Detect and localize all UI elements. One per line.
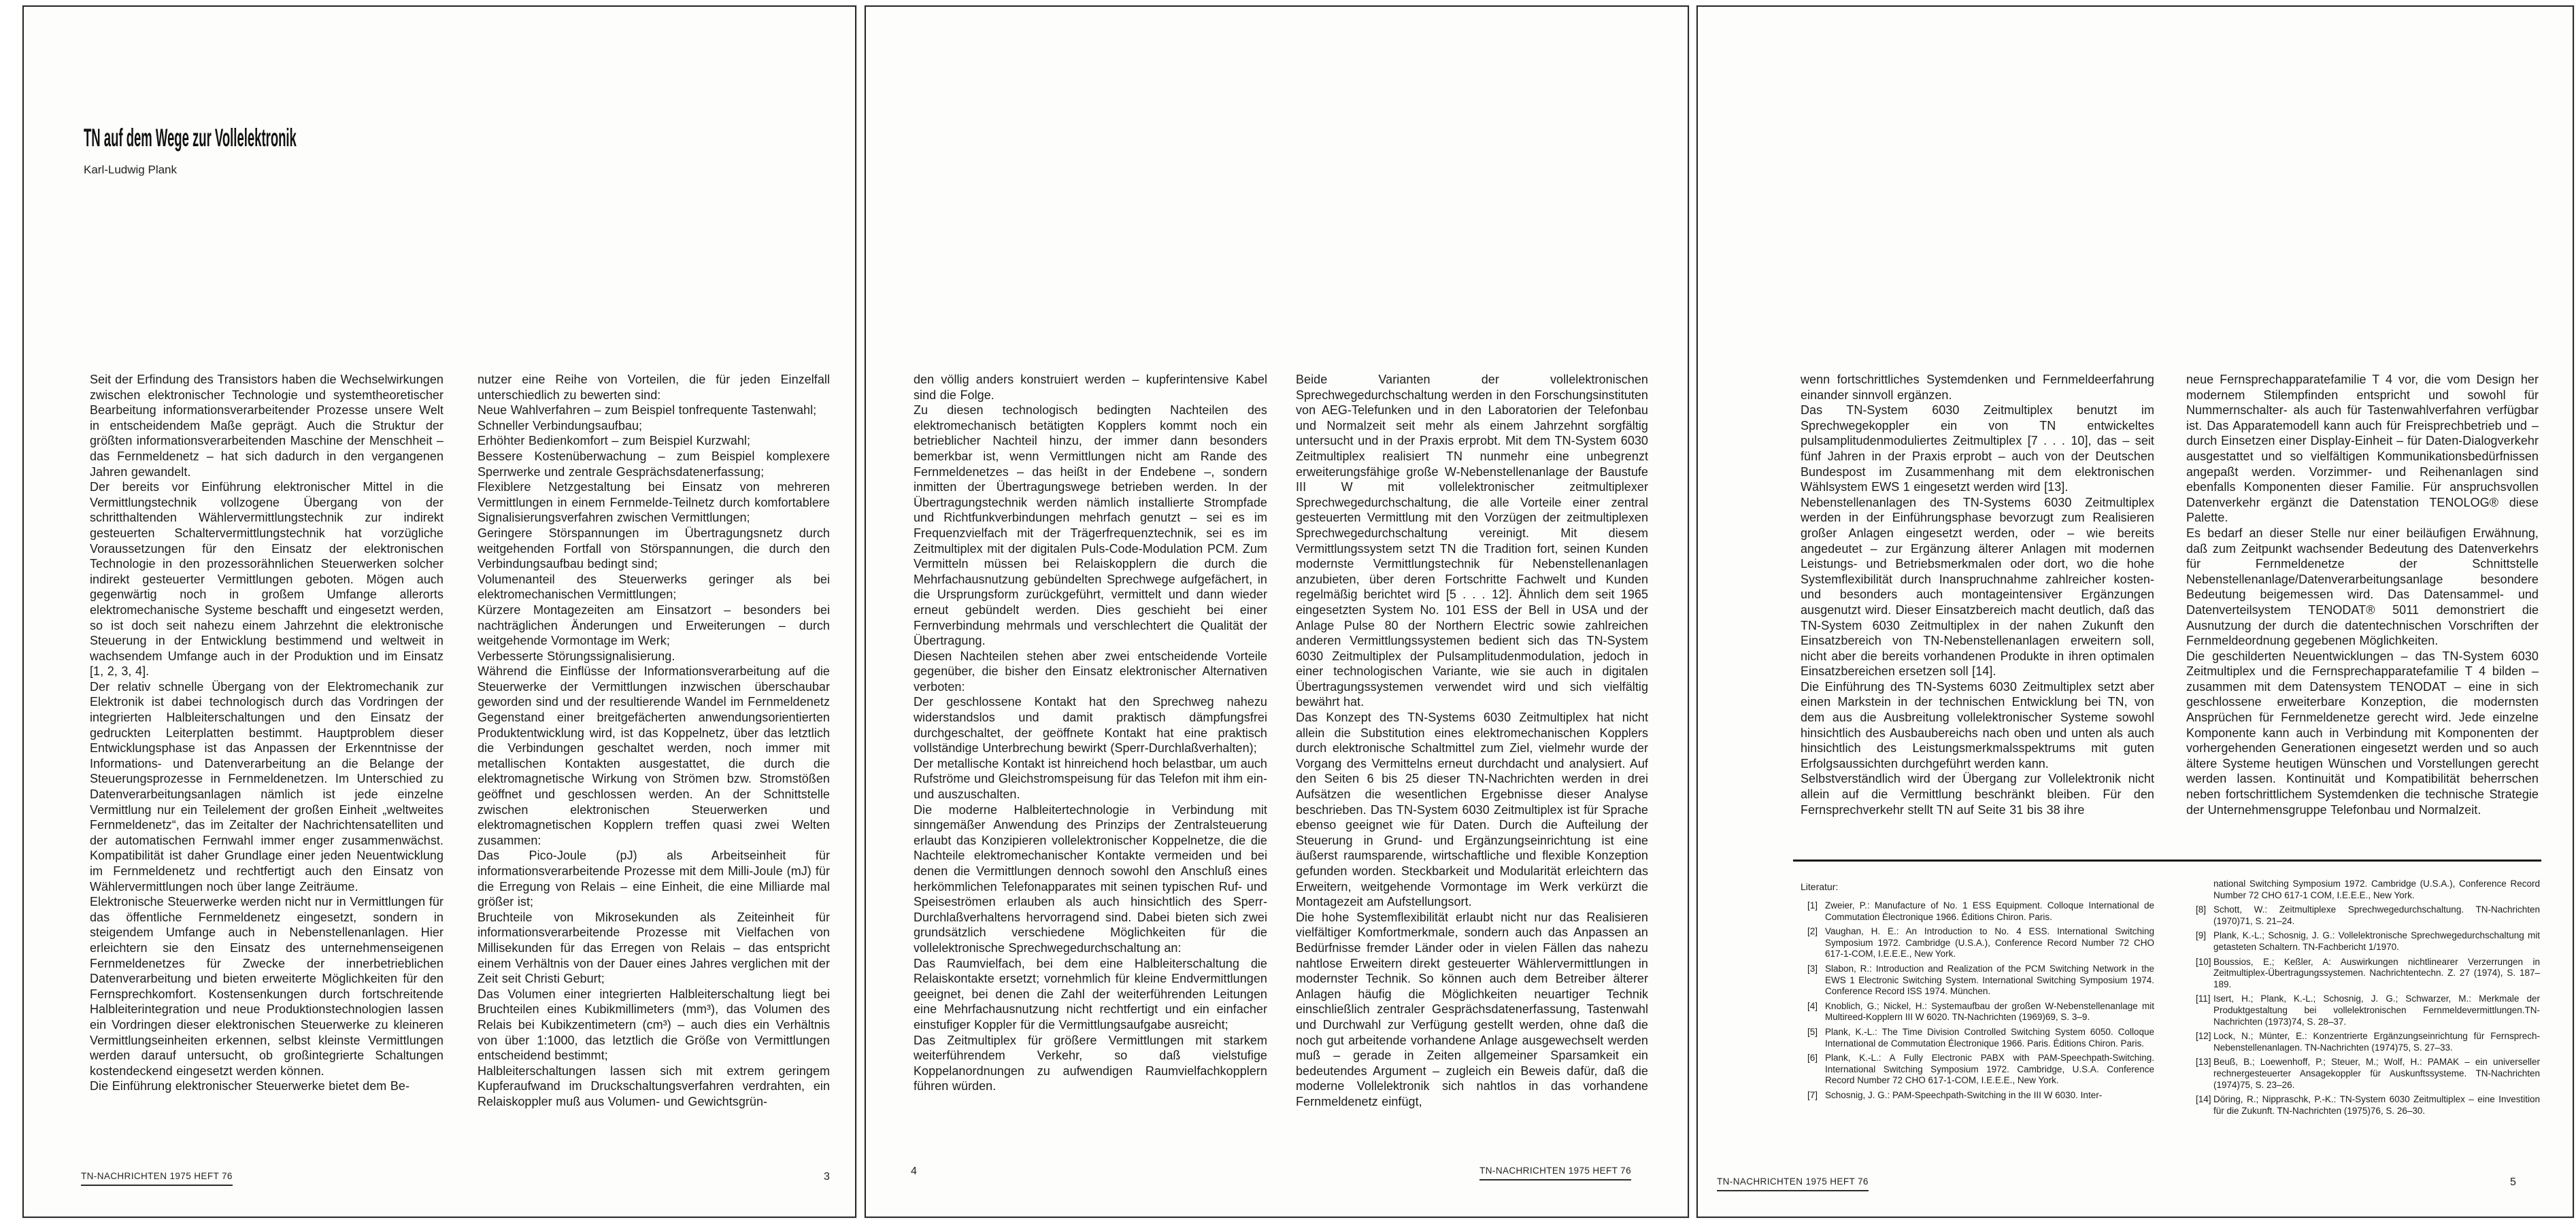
reference-item — [2189, 957, 2540, 991]
reference-text: national Switching Symposium 1972. Cambridge (U.S.A.), Conference Record Number 72 CHO 617-1 COM, I.E.E.E., New York. — [2213, 879, 2540, 900]
paragraph: Die moderne Halbleitertechnologie in Verbindung mit sinngemäßer Anwendung des Prinzips der Zentralsteuerung erlaubt das Konzipieren vollelektronischer Koppelnetze, die die Nachteile elektromechanischer Kontakte vermeiden und bei denen die Vermittlungen dennoch sowohl den Anschluß eines herkömmlichen Telefonapparates mit seinen typischen Ruf- und Speiseströmen erlauben als auch hinsichtlich des Sperr-Durchlaßverhaltens hervorragend sind. Dabei bieten sich zwei grundsätzlich verschiedene Möglichkeiten für die vollelektronische Sprechwegedurchschaltung an: — [914, 802, 1267, 955]
reference-number: [7] — [1807, 1089, 1818, 1100]
journal-footer: TN-NACHRICHTEN 1975 HEFT 76 — [1717, 1176, 1869, 1191]
paragraph: Das Volumen einer integrierten Halbleiterschaltung liegt bei Bruchteilen eines Kubikmillimeters (mm³), das Volumen des Relais bei Kubikzentimetern (cm³) – auch dies ein Verhältnis von über 1:1000, das letztlich die Größe von Vermittlungen entscheidend bestimmt; — [478, 987, 830, 1063]
paragraph: neue Fernsprechapparatefamilie T 4 vor, die vom Design her modernem Stilempfinden entspricht und sowohl für Nummernschalter- als auch für Tastenwahlverfahren verfügbar ist. Das Apparatemodell kann auch für Freisprechbetrieb und – durch Einsetzen einer Display-Einheit – für Daten-Dialogverkehr ausgestattet und so vielfältigen Kommunikationsbedürfnissen angepaßt werden. Vorzimmer- und Reihenanlagen sind ebenfalls Komponenten dieser Familie. Für anspruchsvollen Datenverkehr ergänzt die Datenstation TENOLOG® diese Palette. — [2186, 373, 2539, 525]
reference-item — [2189, 879, 2540, 901]
paragraph: Die Einführung elektronischer Steuerwerke bietet dem Be- — [90, 1079, 410, 1093]
scanned-page-right — [1696, 5, 2574, 1218]
paragraph: Während die Einflüsse der Informationsverarbeitung auf die Steuerwerke der Vermittlungen inzwischen überschaubar geworden sind und der resultierende Wandel im Fernmeldenetz Gegenstand einer breitgefächerten anwendungsorientierten Produktentwicklung wird, ist das Koppelnetz, über das letztlich die Verbindungen geschaltet werden, noch immer mit metallischen Kontakten ausgestattet, die durch die elektromagnetische Wirkung von Strömen bzw. Stromstößen geöffnet und geschlossen werden. An der Schnittstelle zwischen elektronischen Steuerwerken und elektromagnetischen Kopplern treffen quasi zwei Welten zusammen: — [478, 664, 830, 847]
journal-footer: TN-NACHRICHTEN 1975 HEFT 76 — [1479, 1166, 1631, 1180]
page-number: 5 — [2510, 1176, 2516, 1188]
paragraph: Zu diesen technologisch bedingten Nachteilen des elektromechanisch betätigten Kopplers kommt noch ein betrieblicher Nachteil hinzu, der immer dann besonders bemerkbar ist, wenn Vermittlungen nicht am Rande des Fernmeldenetzes – das heißt in der Endebene –, sondern inmitten der Übertragungswege betrieben werden. In der Übertragungstechnik werden nämlich installierte Strompfade und Richtfunkverbindungen mehrfach genutzt – sei es im Frequenzvielfach mit der Trägerfrequenztechnik, sei es im Zeitmultiplex mit der digitalen Puls-Code-Modulation PCM. Zum Vermitteln müssen bei Relaiskopplern die durch die Mehrfachausnutzung gebündelten Sprechwege aufgefächert, in die Ursprungsform zurückgeführt, vermittelt und dann wieder erneut gebündelt werden. Dies geschieht bei einer Fernverbindung mehrmals und verschlechtert die Qualität der Übertragung. — [914, 403, 1267, 648]
reference-text: Plank, K.-L.: The Time Division Controlled Switching System 6050. Colloque International de Commutation Électronique 1966. Paris. Éditions Chiron. Paris. — [1825, 1026, 2154, 1049]
reference-number: [14] — [2196, 1094, 2211, 1105]
scanned-page-left — [22, 5, 856, 1218]
paragraph: nutzer eine Reihe von Vorteilen, die für jeden Einzelfall unterschiedlich zu bewerten sind: — [478, 373, 830, 402]
literature-divider-rule — [1793, 860, 2541, 862]
reference-text: Boussios, E.; Keßler, A: Auswirkungen nichtlinearer Verzerrungen in Zeitmultiplex-Übertragungssystemen. Nachrichtentechn. Z. 27 (1974), S. 187–189. — [2213, 956, 2540, 989]
paragraph: Der relativ schnelle Übergang von der Elektromechanik zur Elektronik ist dabei technologisch durch das Vordringen der integrierten Halbleiterschaltungen und den Einsatz der gedruckten Leiterplatten bestimmt. Hauptproblem dieser Entwicklungsphase ist das Anpassen der Erkenntnisse der Informations- und Datenverarbeitung an die Belange der Steuerungsprozesse in Fernmeldenetzen. Im Unterschied zu Datenverarbeitungsanlagen nämlich ist jede einzelne Vermittlung nur ein Teilelement der großen Einheit „weltweites Fernmeldenetz“, das im Zeitalter der Nachrichtensatelliten und der automatischen Fernwahl immer enger zusammenwächst. Kompatibilität ist daher Grundlage einer jeden Neuentwicklung im Fernmeldenetz und rechtfertigt auch den Einsatz von Wählervermittlungen noch über lange Zeiträume. — [90, 679, 444, 894]
paragraph: Diesen Nachteilen stehen aber zwei entscheidende Vorteile gegenüber, die bisher den Einsatz elektronischer Alternativen verboten: — [914, 649, 1267, 694]
reference-text: Slabon, R.: Introduction and Realization of the PCM Switching Network in the EWS 1 Electronic Switching System. International Switching Symposium 1974. Conference Record ISS 1974. München. — [1825, 963, 2154, 997]
reference-text: Isert, H.; Plank, K.-L.; Schosnig, J. G.; Schwarzer, M.: Merkmale der Produktgestaltung bei vollelektronischen Fernmeldevermittlungen.TN-Nachrichten (1973)74, S. 28–37. — [2213, 993, 2540, 1027]
reference-number: [6] — [1807, 1053, 1818, 1064]
scanned-page-middle — [865, 5, 1689, 1218]
paragraph: Schneller Verbindungsaufbau; — [478, 418, 643, 432]
reference-item — [1801, 1090, 2154, 1102]
paragraph: Selbstverständlich wird der Übergang zur Vollelektronik nicht allein auf die Vermittlung beschränkt bleiben. Für den Fernsprechverkehr stellt TN auf Seite 31 bis 38 ihre — [1801, 772, 2154, 817]
reference-text: Vaughan, H. E.: An Introduction to No. 4 ESS. International Switching Symposium 1972. Cambridge (U.S.A.), Conference Record Number 72 CHO 617-1-COM, I.E.E.E., New York. — [1825, 926, 2154, 959]
text-column — [90, 372, 444, 1135]
reference-number: [10] — [2196, 956, 2211, 967]
paragraph: Beide Varianten der vollelektronischen Sprechwegedurchschaltung werden in den Forschungsinstituten von AEG-Telefunken und in den Laboratorien der Telefonbau und Normalzeit seit mehr als einem Jahrzehnt sorgfältig untersucht und in der Praxis erprobt. Mit dem TN-System 6030 Zeitmultiplex realisiert TN nunmehr eine unbegrenzt erweiterungsfähige große W-Nebenstellenanlage der Baustufe III W mit vollelektronischer zeitmultiplexer Sprechwegedurchschaltung, die alle Vorteile einer zentral gesteuerten Vermittlung mit den Vorzügen der zeitmultiplexen Sprechwegedurchschaltung vereinigt. Mit diesem Vermittlungssystem setzt TN die Tradition fort, seinen Kunden modernste Vermittlungstechnik für Nebenstellenanlagen anzubieten, über deren Fortschritte Fachwelt und Kunden regelmäßig berichtet wird [5 . . . 12]. Ähnlich dem seit 1965 eingesetzten System No. 101 ESS der Bell in USA und der Anlage Pulse 80 der Northern Electric sowie zahlreichen anderen Vermittlungssystemen bedient sich das TN-System 6030 Zeitmultiplex der Pulsamplitudenmodulation, jedoch in einer technologischen Variante, wie sie auch in digitalen Übertragungssystemen verwendet wird und sich vielfältig bewährt hat. — [1296, 373, 1648, 709]
paragraph: Bruchteile von Mikrosekunden als Zeiteinheit für informationsverarbeitende Prozesse mit Vielfachen von Millisekunden für das Erregen von Relais – das entspricht einem Verhältnis von der Dauer eines Jahres verglichen mit der Zeit seit Christi Geburt; — [478, 910, 830, 986]
reference-item — [1801, 1053, 2154, 1087]
reference-text: Lock, N.; Münter, E.: Konzentrierte Ergänzungseinrichtung für Fernsprech-Nebenstellenanlagen. TN-Nachrichten (1974)75, S. 27–33. — [2213, 1031, 2540, 1053]
reference-number: [4] — [1807, 1000, 1818, 1011]
paragraph: Erhöhter Bedienkomfort – zum Beispiel Kurzwahl; — [478, 434, 751, 448]
reference-item — [2189, 930, 2540, 953]
reference-text: Plank, K.-L.; Schosnig, J. G.: Vollelektronische Sprechwegedurchschaltung mit getasteten Schaltern. TN-Fachbericht 1/1970. — [2213, 930, 2540, 952]
paragraph: Das Zeitmultiplex für größere Vermittlungen mit starkem weiterführendem Verkehr, so daß vielstufige Koppelanordnungen zu aufwendigen Raumvielfachkopplern führen würden. — [914, 1033, 1267, 1093]
article-author: Karl-Ludwig Plank — [84, 163, 178, 176]
paragraph: Der metallische Kontakt ist hinreichend hoch belastbar, um auch Rufströme und Gleichstromspeisung für das Telefon mit ihm ein- und auszuschalten. — [914, 756, 1267, 802]
paragraph: Elektronische Steuerwerke werden nicht nur in Vermittlungen für das öffentliche Fernmeldenetz eingesetzt, sondern in steigendem Umfange auch in Nebenstellenanlagen. Hier erleichtern sie den Einsatz des unternehmenseigenen Fernmeldenetzes für Zwecke der innerbetrieblichen Datenverarbeitung und bieten erweiterte Möglichkeiten für den Fernsprechkomfort. Kostensenkungen durch fortschreitende Halbleiterintegration und neue Produktionstechnologien lassen ein Vordringen dieser elektronischen Steuerwerke zu kleineren Vermittlungseinheiten erkennen, selbst kleinste Vermittlungen werden darauf untersucht, ob großintegrierte Schaltungen kostendeckend eingesetzt werden können. — [90, 895, 444, 1078]
paragraph: Geringere Störspannungen im Übertragungsnetz durch weitgehenden Fortfall von Störspannungen, die durch den Verbindungsaufbau bedingt sind; — [478, 526, 830, 571]
paragraph: Flexiblere Netzgestaltung bei Einsatz von mehreren Vermittlungen in einem Fernmelde-Teilnetz durch komfortablere Signalisierungsverfahren zwischen Vermittlungen; — [478, 480, 830, 525]
text-column — [914, 372, 1267, 1135]
reference-item — [1801, 926, 2154, 960]
reference-item — [1801, 964, 2154, 998]
reference-number: [5] — [1807, 1026, 1818, 1037]
reference-item — [1801, 1001, 2154, 1023]
reference-number: [2] — [1807, 926, 1818, 937]
reference-number: [3] — [1807, 963, 1818, 974]
reference-number: [12] — [2196, 1031, 2211, 1042]
paragraph: Die hohe Systemflexibilität erlaubt nicht nur das Realisieren vielfältiger Komfortmerkmale, sondern auch das Anpassen an Bedürfnisse fremder Länder oder in vielen Fällen das nahezu nahtlose Erweitern direkt gesteuerter Wählervermittlungen in modernster Technik. So können auch dem Betreiber älterer Anlagen häufig die Möglichkeiten neuartiger Technik einschließlich zentraler Gesprächsdatenerfassung, Tastenwahl und Durchwahl zur Verfügung gestellt werden, ohne daß die noch gut arbeitende vorhandene Anlage ausgewechselt werden muß – gerade in Zeiten allgemeiner Sparsamkeit ein bedeutendes Argument – zugleich ein Beweis dafür, daß die moderne Vollelektronik sich nahtlos in das vorhandene Fernmeldenetz einfügt, — [1296, 910, 1648, 1108]
paragraph: Halbleiterschaltungen lassen sich mit extrem geringem Kupferaufwand im Druckschaltungsverfahren verdrahten, ein Relaiskoppler muß aus Volumen- und Gewichtsgrün- — [478, 1064, 830, 1108]
paragraph: Die geschilderten Neuentwicklungen – das TN-System 6030 Zeitmultiplex und die Fernsprechapparatefamilie T 4 bilden – zusammen mit dem Datensystem TENODAT – eine in sich geschlossene erweiterbare Konzeption, die modernsten Ansprüchen für Fernmeldenetze gerecht wird. Jede einzelne Komponente kann auch in Verbindung mit Komponenten der vorhergehenden Generationen eingesetzt werden und so auch ältere Systeme heutigen Wünschen und Vorstellungen gerecht werden lassen. Kontinuität und Kompatibilität beherrschen neben fortschrittlichem Systemdenken die technische Strategie der Unternehmensgruppe Telefonbau und Normalzeit. — [2186, 649, 2539, 817]
reference-number: [9] — [2196, 930, 2207, 941]
reference-number: [13] — [2196, 1057, 2211, 1068]
text-column — [1296, 372, 1648, 1135]
paragraph: Das Raumvielfach, bei dem eine Halbleiterschaltung die Relaiskontakte ersetzt; vornehmlich für kleine Endvermittlungen geeignet, bei denen die Zahl der weiterführenden Leitungen eine Mehrfachausnutzung nicht rechtfertigt und ein einfacher einstufiger Koppler für die Vermittlungsaufgabe ausreicht; — [914, 956, 1267, 1032]
text-column — [478, 372, 830, 1135]
paragraph: wenn fortschrittliches Systemdenken und Fernmeldeerfahrung einander sinnvoll ergänzen. — [1801, 373, 2154, 402]
paragraph: Seit der Erfindung des Transistors haben die Wechselwirkungen zwischen elektronischer Technologie und systemtheoretischer Bearbeitung informationsverarbeitender Prozesse unsere Welt in entscheidendem Maße geprägt. Auch die Struktur der größten informationsverarbeitenden Maschine der Menschheit – das Fernmeldenetz – hat sich dadurch in den vergangenen Jahren gewandelt. — [90, 373, 444, 479]
paragraph: Verbesserte Störungssignalisierung. — [478, 649, 675, 663]
reference-list-right — [2189, 879, 2540, 1153]
reference-number: [1] — [1807, 900, 1818, 911]
reference-item — [2189, 1031, 2540, 1053]
paragraph: Kürzere Montagezeiten am Einsatzort – besonders bei nachträglichen Änderungen und Erweiterungen – durch weitgehende Vormontage im Werk; — [478, 602, 830, 648]
reference-text: Knoblich, G.; Nickel, H.: Systemaufbau der großen W-Nebenstellenanlage mit Multireed-Kopplern III W 6020. TN-Nachrichten (1969)69, S. 3–9. — [1825, 1000, 2154, 1023]
reference-number: [11] — [2196, 993, 2211, 1004]
reference-item — [2189, 1057, 2540, 1091]
paragraph: Nebenstellenanlagen des TN-Systems 6030 Zeitmultiplex werden in der Einführungsphase bevorzugt zum Realisieren großer Anlagen eingesetzt werden, oder – wie bereits angedeutet – zur Ergänzung älterer Anlagen mit modernen Leistungs- und Betriebsmerkmalen oder dort, wo die hohe Systemflexibilität durch Inanspruchnahme zahlreicher kosten- und besonders auch montageintensiver Ergänzungen ausgenutzt wird. Dieser Einsatzbereich macht deutlich, daß das TN-System 6030 Zeitmultiplex in der nahen Zukunft den Einsatzbereich von TN-Nebenstellenanlagen erweitern soll, nicht aber die bereits vorhandenen Produkte in ihren optimalen Einsatzbereichen ersetzen soll [14]. — [1801, 495, 2154, 679]
paragraph: Die Einführung des TN-Systems 6030 Zeitmultiplex setzt aber einen Markstein in der technischen Entwicklung bei TN, von dem aus die Ausbreitung vollelektronischer Systeme sowohl hinsichtlich des Ausbaubereichs nach oben und unten als auch hinsichtlich des Leistungsmerkmalsspektrums mit guten Erfolgsaussichten durchgeführt werden kann. — [1801, 679, 2154, 770]
paragraph: Das Pico-Joule (pJ) als Arbeitseinheit für informationsverarbeitende Prozesse mit dem Milli-Joule (mJ) für die Erregung von Relais – eine Einheit, die eine Milliarde mal größer ist; — [478, 849, 830, 909]
paragraph: Das TN-System 6030 Zeitmultiplex benutzt im Sprechwegekoppler ein von TN entwickeltes pulsamplitudenmoduliertes Zeitmultiplex [7 . . . 10], das – seit fünf Jahren in der Praxis erprobt – auch von der Deutschen Bundespost im Zusammenhang mit dem elektronischen Wählsystem EWS 1 eingesetzt werden wird [13]. — [1801, 403, 2154, 494]
reference-text: Schott, W.: Zeitmultiplexe Sprechwegedurchschaltung. TN-Nachrichten (1970)71, S. 21–24. — [2213, 904, 2540, 926]
paragraph: Der bereits vor Einführung elektronischer Mittel in die Vermittlungstechnik vollzogene Übergang von der schritthaltenden Wählervermittlungstechnik zur indirekt gesteuerten Schaltervermittlungstechnik hat vorzügliche Voraussetzungen für den Einsatz der elektronischen Technologie in den prozessorähnlichen Steuerwerken solcher indirekt gesteuerter Vermittlungen geboten. Mögen auch gegenwärtig noch in großem Umfange allerorts elektromechanische Systeme beschafft und eingesetzt werden, so ist doch seit nahezu einem Jahrzehnt die elektronische Steuerung in der Entwicklung bestimmend und weltweit in wachsendem Umfange auch in der Produktion und im Einsatz [1, 2, 3, 4]. — [90, 480, 444, 679]
paragraph: Neue Wahlverfahren – zum Beispiel tonfrequente Tastenwahl; — [478, 403, 817, 418]
reference-item — [2189, 904, 2540, 927]
paragraph: Bessere Kostenüberwachung – zum Beispiel komplexere Sperrwerke und zentrale Gesprächsdatenerfassung; — [478, 449, 830, 479]
paragraph: Es bedarf an dieser Stelle nur einer beiläufigen Erwähnung, daß zum Zeitpunkt wachsender Bedeutung des Datenverkehrs für Fernmeldenetze der Schnittstelle Nebenstellenanlage/Datenverarbeitungsanlage besondere Bedeutung beigemessen wird. Das Datensammel- und Datenverteilsystem TENODAT® 5011 demonstriert die Ausnutzung der durch die datentechnischen Vorschriften der Fernmeldeordnung gegebenen Möglichkeiten. — [2186, 526, 2539, 648]
paragraph: Der geschlossene Kontakt hat den Sprechweg nahezu widerstandslos und damit praktisch dämpfungsfrei durchgeschaltet, der geöffnete Kontakt hat eine praktisch vollständige Unterbrechung bewirkt (Sperr-Durchlaßverhalten); — [914, 695, 1267, 755]
text-column — [2186, 372, 2539, 843]
reference-item — [1801, 1027, 2154, 1049]
paragraph: Das Konzept des TN-Systems 6030 Zeitmultiplex hat nicht allein die Substitution eines elektromechanischen Kopplers durch elektronische Schaltmittel zum Ziel, vielmehr wurde der Vorgang des Vermittelns erneut durchdacht und analysiert. Auf den Seiten 6 bis 25 dieser TN-Nachrichten werden in drei Aufsätzen die wesentlichen Ergebnisse dieser Analyse beschrieben. Das TN-System 6030 Zeitmultiplex ist für Sprache ebenso geeignet wie für Daten. Durch die Aufteilung der Steuerung in Grund- und Ergänzungseinrichtung ist eine äußerst raumsparende, wirtschaftliche und flexible Konzeption gefunden worden. Steckbarkeit und Modularität erleichtern das Erweitern, weitgehende Vormontage im Werk verkürzt die Montagezeit am Aufstellungsort. — [1296, 711, 1648, 909]
reference-text: Döring, R.; Nippraschk, P.-K.: TN-System 6030 Zeitmultiplex – eine Investition für die Zukunft. TN-Nachrichten (1975)76, S. 26–30. — [2213, 1094, 2540, 1116]
reference-list-left — [1801, 900, 2154, 1153]
reference-item — [1801, 900, 2154, 923]
literature-heading: Literatur: — [1801, 881, 1839, 892]
paragraph: Volumenanteil des Steuerwerks geringer als bei elektromechanischen Vermittlungen; — [478, 572, 830, 602]
journal-footer: TN-NACHRICHTEN 1975 HEFT 76 — [81, 1171, 233, 1186]
reference-number: [8] — [2196, 904, 2207, 915]
reference-text: Zweier, P.: Manufacture of No. 1 ESS Equipment. Colloque International de Commutation Électronique 1966. Éditions Chiron. Paris. — [1825, 900, 2154, 922]
text-column — [1801, 372, 2154, 859]
reference-text: Schosnig, J. G.: PAM-Speechpath-Switching in the III W 6030. Inter- — [1825, 1089, 2103, 1100]
reference-text: Plank, K.-L.: A Fully Electronic PABX with PAM-Speechpath-Switching. International Switching Symposium 1972. Cambridge, U.S.A. Conference Record Number 72 CHO 617-1-COM, I.E.E.E., New York. — [1825, 1053, 2154, 1086]
page-number: 3 — [824, 1171, 830, 1183]
paragraph: den völlig anders konstruiert werden – kupferintensive Kabel sind die Folge. — [914, 373, 1267, 402]
reference-item — [2189, 993, 2540, 1027]
page-number: 4 — [911, 1166, 917, 1177]
article-title: TN auf dem Wege zur Vollelektronik — [84, 124, 297, 152]
reference-number — [2189, 879, 2213, 901]
reference-text: Beuß, B.; Loewenhoff, P.; Steuer, M.; Wolf, H.: PAMAK – ein universeller rechnergesteuerter Ansagekoppler für Auskunftssysteme. TN-Nachrichten (1974)75, S. 23–26. — [2213, 1057, 2540, 1090]
reference-item — [2189, 1094, 2540, 1117]
